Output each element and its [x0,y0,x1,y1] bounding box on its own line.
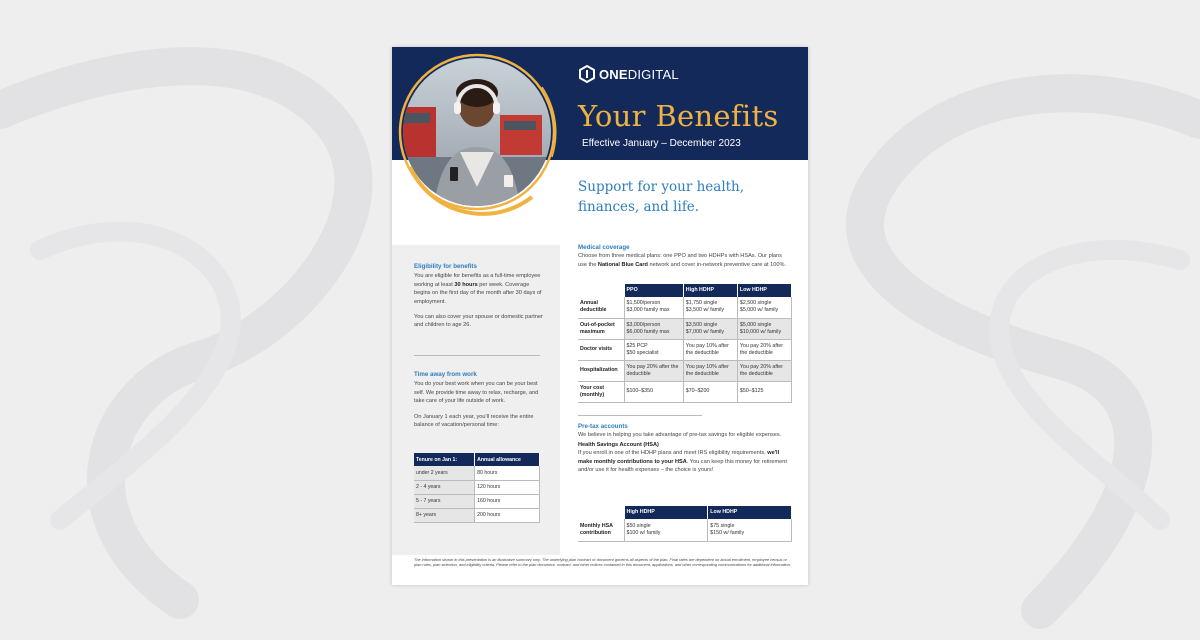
pretax-section [578,423,792,474]
tenure-table [414,453,540,523]
onedigital-logo [578,65,679,83]
table-row: Your cost (monthly) $100–$350 $70–$200 $50–$125 [578,381,792,402]
hsa-text: If you enroll in one of the HDHP plans and meet IRS eligibility requirements, we'll make monthly contributions to your HSA. You can keep this money for retirement and/or use it for health expenses – the choice is yours! [578,450,787,474]
ppo-header: PPO [624,284,683,297]
hsa-low-hdhp-header: Low HDHP [708,506,792,519]
disclaimer: The information shown in this presentation is an illustrative summary only. The underlying plan contract or document governs all aspects of the plan. Final rates are dependent on actual enrollment, employee census or plan rules, plan selection, and eligibility criteria. Please refer to the plan document, contract, and other notices contained in this document, applications, and other corresponding communications for additional information. [414,557,791,567]
time-away-heading: Time away from work [414,371,477,378]
eligibility-section [414,263,544,337]
medical-heading: Medical coverage [578,244,630,251]
eligibility-heading: Eligibility for benefits [414,263,477,270]
table-row: Out-of-pocket maximum $3,000/person $6,000 family max $3,500 single $7,000 w/ family $5,000 single $10,000 w/ family [578,318,792,339]
table-row: under 2 years 80 hours [414,466,540,480]
effective-dates: Effective January – December 2023 [582,138,741,149]
page-title: Your Benefits [578,99,779,133]
logo-text-bold: ONE [599,66,628,82]
table-row: 5 - 7 years 160 hours [414,494,540,508]
tenure-header: Tenure on Jan 1: [414,453,475,466]
pretax-intro: We believe in helping you take advantage of pre-tax savings for eligible expenses. [578,432,782,439]
table-row: 2 - 4 years 120 hours [414,480,540,494]
dependents-text: You can also cover your spouse or domestic partner and children to age 26. [414,314,543,329]
sidebar-divider [414,355,540,356]
time-away-section [414,371,544,436]
time-away-text: You do your best work when you can be your best self. We provide time away to relax, recharge, and take care of your life outside of work. [414,381,539,405]
eligibility-text: You are eligible for benefits as a full-time employee working at least 30 hours per week. Coverage begins on the first day of the month after 30 days of employment. [414,273,542,305]
logo-mark-icon [578,65,596,83]
vacation-text: On January 1 each year, you'll receive the entire balance of vacation/personal time: [414,413,534,429]
table-row: Monthly HSA contribution $50 single $100 w/ family $75 single $150 w/ family [578,519,792,541]
table-row: 8+ years 200 hours [414,508,540,522]
table-row: Doctor visits $25 PCP $50 specialist You pay 10% after the deductible You pay 20% after the deductible [578,339,792,360]
hsa-table [578,506,792,542]
hsa-high-hdhp-header: High HDHP [624,506,708,519]
high-hdhp-header: High HDHP [683,284,737,297]
logo-text: DIGITAL [627,66,679,82]
benefits-flyer [392,47,808,585]
section-divider [578,415,702,416]
low-hdhp-header: Low HDHP [737,284,791,297]
person-photo [392,47,562,222]
table-row: Annual deductible $1,500/person $3,000 family max $1,750 single $3,500 w/ family $2,500 single $5,000 w/ family [578,297,792,318]
pretax-heading: Pre-tax accounts [578,423,628,430]
hsa-heading: Health Savings Account (HSA) [578,441,659,448]
table-row: Hospitalization You pay 20% after the deductible You pay 10% after the deductible You pay 20% after the deductible [578,360,792,381]
medical-table [578,284,792,403]
medical-intro: Choose from three medical plans: one PPO and two HDHPs with HSAs. Our plans use the National Blue Card network and cover in-network preventive care at 100%. [578,253,787,268]
allowance-header: Annual allowance [475,453,540,466]
tagline: Support for your health, finances, and life. [578,179,745,215]
medical-section [578,244,792,269]
